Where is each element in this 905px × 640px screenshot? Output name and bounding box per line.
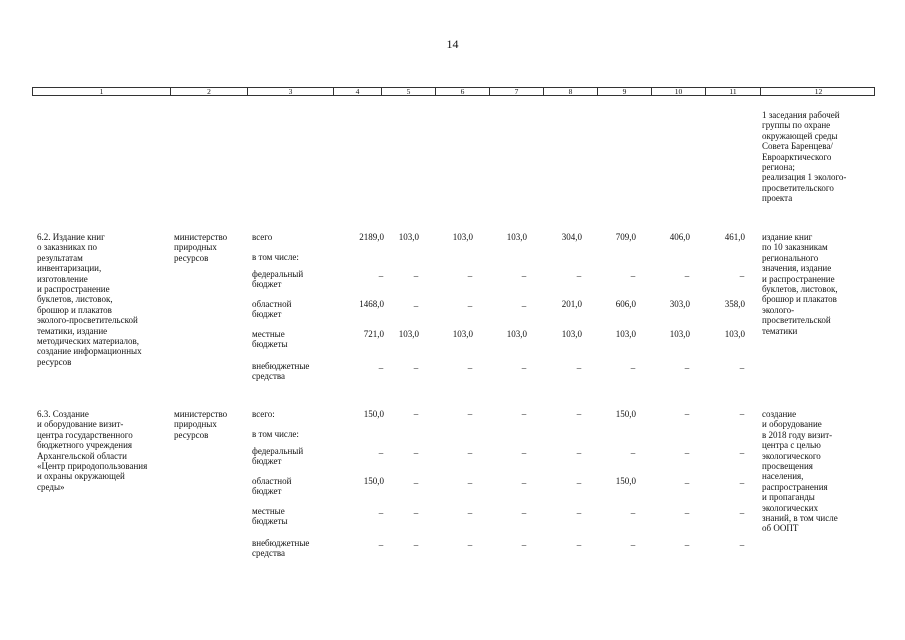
funding-value: 103,0 xyxy=(724,329,745,339)
funding-value: – xyxy=(521,508,527,518)
funding-value: – xyxy=(378,540,384,550)
funding-value: – xyxy=(521,540,527,550)
funding-value: 103,0 xyxy=(615,329,636,339)
funding-value: – xyxy=(467,508,473,518)
funding-value: – xyxy=(576,271,582,281)
funding-source-label: местные бюджеты xyxy=(252,506,288,527)
funding-value: 150,0 xyxy=(363,409,384,419)
funding-value: – xyxy=(413,301,419,311)
funding-source-label: местные бюджеты xyxy=(252,329,288,350)
funding-value: – xyxy=(467,409,473,419)
continuation-result-text: 1 заседания рабочей группы по охране окружающей среды Совета Баренцева/ Евроарктического региона; реализация 1 эколого- просветительского проекта xyxy=(762,110,847,204)
funding-value: – xyxy=(684,363,690,373)
column-header-10: 10 xyxy=(651,88,705,95)
column-header-12: 12 xyxy=(760,88,876,95)
funding-value: 103,0 xyxy=(506,232,527,242)
column-header-9: 9 xyxy=(597,88,651,95)
funding-value: – xyxy=(521,363,527,373)
funding-value: – xyxy=(576,478,582,488)
funding-value: – xyxy=(630,448,636,458)
funding-source-label: федеральный бюджет xyxy=(252,269,304,290)
column-header-2: 2 xyxy=(170,88,247,95)
funding-value: 406,0 xyxy=(669,232,690,242)
funding-value: – xyxy=(413,363,419,373)
funding-value: – xyxy=(684,478,690,488)
funding-value: – xyxy=(378,508,384,518)
funding-value: – xyxy=(378,363,384,373)
column-header-11: 11 xyxy=(705,88,760,95)
funding-value: – xyxy=(576,540,582,550)
row-executor: министерство природных ресурсов xyxy=(174,409,228,440)
funding-value: 103,0 xyxy=(452,329,473,339)
funding-value: 304,0 xyxy=(561,232,582,242)
funding-value: – xyxy=(630,508,636,518)
funding-value: – xyxy=(576,363,582,373)
funding-value: – xyxy=(467,363,473,373)
funding-source-label: всего xyxy=(252,232,273,242)
funding-source-label: областной бюджет xyxy=(252,476,292,497)
funding-value: – xyxy=(684,508,690,518)
funding-value: – xyxy=(413,409,419,419)
funding-value: – xyxy=(521,271,527,281)
funding-value: – xyxy=(684,409,690,419)
funding-value: 2189,0 xyxy=(359,232,384,242)
funding-value: – xyxy=(630,540,636,550)
funding-source-label: внебюджетные средства xyxy=(252,361,310,382)
funding-value: – xyxy=(521,409,527,419)
funding-source-label: в том числе: xyxy=(252,429,299,439)
funding-value: – xyxy=(413,448,419,458)
page-number: 14 xyxy=(446,37,459,51)
funding-value: 201,0 xyxy=(561,299,582,309)
column-header-3: 3 xyxy=(247,88,333,95)
funding-source-label: в том числе: xyxy=(252,252,299,262)
funding-value: – xyxy=(739,478,745,488)
column-header-8: 8 xyxy=(543,88,597,95)
column-header-4: 4 xyxy=(333,88,381,95)
row-result: издание книг по 10 заказникам регионального значения, издание и распространение буклетов, листовок, брошюр и плакатов эколого- просветительской тематики xyxy=(762,232,838,336)
funding-value: – xyxy=(467,478,473,488)
funding-value: 150,0 xyxy=(363,476,384,486)
funding-value: 103,0 xyxy=(506,329,527,339)
funding-value: 103,0 xyxy=(452,232,473,242)
funding-value: – xyxy=(467,271,473,281)
funding-value: – xyxy=(576,508,582,518)
column-header-6: 6 xyxy=(435,88,489,95)
funding-value: – xyxy=(467,540,473,550)
funding-value: 358,0 xyxy=(724,299,745,309)
funding-value: – xyxy=(630,271,636,281)
funding-value: – xyxy=(378,448,384,458)
funding-value: 1468,0 xyxy=(359,299,384,309)
funding-value: 103,0 xyxy=(669,329,690,339)
funding-value: – xyxy=(413,271,419,281)
funding-value: 103,0 xyxy=(398,329,419,339)
row-result: создание и оборудование в 2018 году визит- центра с целью экологического просвещения населения, распространения и пропаганды экологических знаний, в том числе об ООПТ xyxy=(762,409,838,534)
row-executor: министерство природных ресурсов xyxy=(174,232,228,263)
funding-value: – xyxy=(413,508,419,518)
funding-value: 150,0 xyxy=(615,409,636,419)
funding-value: 103,0 xyxy=(398,232,419,242)
funding-source-label: внебюджетные средства xyxy=(252,538,310,559)
column-header-row xyxy=(32,87,875,96)
funding-source-label: областной бюджет xyxy=(252,299,292,320)
column-header-1: 1 xyxy=(99,87,104,96)
funding-value: – xyxy=(378,271,384,281)
funding-value: 721,0 xyxy=(363,329,384,339)
column-header-7: 7 xyxy=(489,88,543,95)
funding-value: – xyxy=(739,271,745,281)
funding-value: 606,0 xyxy=(615,299,636,309)
row-title: 6.2. Издание книг о заказниках по результатам инвентаризации, изготовление и распространение буклетов, листовок, брошюр и плакатов эколого-просветительской тематики, издание методических материалов, создание информационных ресурсов xyxy=(37,232,142,367)
funding-value: – xyxy=(630,363,636,373)
funding-source-label: федеральный бюджет xyxy=(252,446,304,467)
funding-value: – xyxy=(576,448,582,458)
funding-value: 103,0 xyxy=(561,329,582,339)
funding-value: 150,0 xyxy=(615,476,636,486)
funding-value: – xyxy=(684,540,690,550)
row-title: 6.3. Создание и оборудование визит- центра государственного бюджетного учреждения Архангельской области «Центр природопользования и охраны окружающей среды» xyxy=(37,409,148,492)
funding-value: – xyxy=(413,540,419,550)
column-header-5: 5 xyxy=(381,88,435,95)
funding-value: – xyxy=(684,448,690,458)
funding-source-label: всего: xyxy=(252,409,275,419)
funding-value: 461,0 xyxy=(724,232,745,242)
funding-value: – xyxy=(413,478,419,488)
funding-value: – xyxy=(467,448,473,458)
funding-value: 303,0 xyxy=(669,299,690,309)
funding-value: – xyxy=(521,478,527,488)
funding-value: – xyxy=(739,448,745,458)
funding-value: – xyxy=(684,271,690,281)
funding-value: – xyxy=(467,301,473,311)
funding-value: – xyxy=(739,540,745,550)
funding-value: – xyxy=(521,301,527,311)
funding-value: – xyxy=(739,363,745,373)
funding-value: – xyxy=(576,409,582,419)
funding-value: – xyxy=(521,448,527,458)
funding-value: 709,0 xyxy=(615,232,636,242)
funding-value: – xyxy=(739,409,745,419)
funding-value: – xyxy=(739,508,745,518)
